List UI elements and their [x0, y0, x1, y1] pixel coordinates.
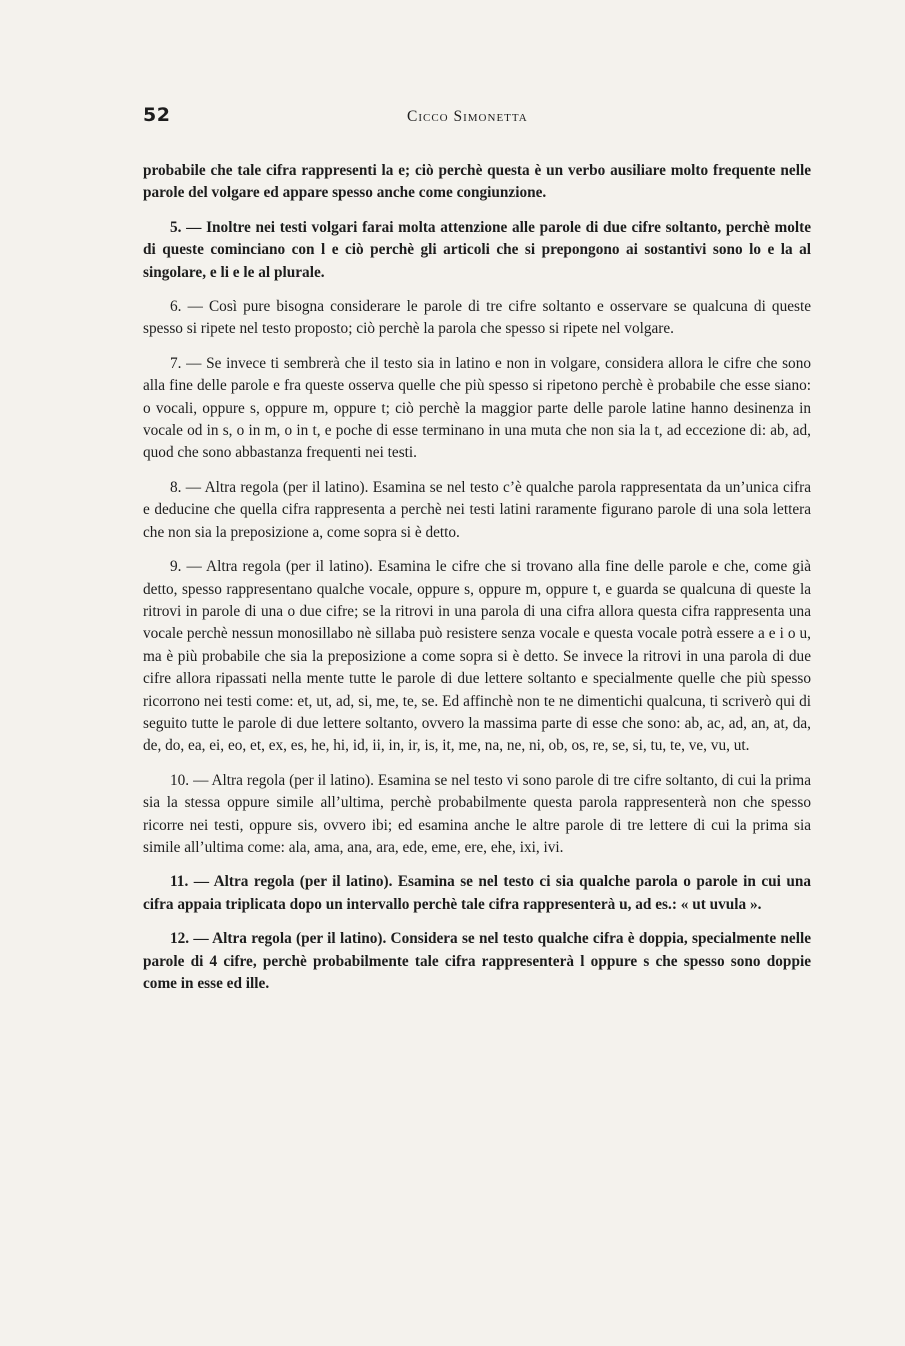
- paragraph-continuation: probabile che tale cifra rappresenti la e; ciò perchè questa è un verbo ausiliare molto frequente nelle parole del volgare ed appare spesso anche come congiunzione.: [143, 162, 811, 202]
- paragraph-rule-6: 6. — Così pure bisogna considerare le parole di tre cifre soltanto e osservare se qualcuna di queste spesso si ripete nel testo proposto; ciò perchè la parola che spesso si ripete nel volgare.: [143, 298, 811, 338]
- running-title: Cicco Simonetta: [407, 108, 528, 125]
- paragraph-rule-11: 11. — Altra regola (per il latino). Esamina se nel testo ci sia qualche parola o parole in cui una cifra appaia triplicata dopo un intervallo perchè tale cifra rappresenterà u, ad es.: « ut uvula ».: [143, 873, 811, 913]
- paragraph-rule-9: 9. — Altra regola (per il latino). Esamina le cifre che si trovano alla fine delle parole e che, come già detto, spesso rappresentano qualche vocale, oppure s, oppure m, oppure t, e guarda se qualcuna di queste la ritrovi in parole di una o due cifre; se la ritrovi in una parola di una cifra allora questa cifra rappresenta una vocale perchè nessun monosillabo nè sillaba può resistere senza vocale e questa vocale potrà essere a e i o u, ma è più probabile che sia la preposizione a come sopra si è detto. Se invece la ritrovi in una parola di due cifre allora ripassati nella mente tutte le parole di due lettere soltanto e specialmente quelle che più spesso ricorrono nei testi come: et, ut, ad, si, me, te, se. Ed affinchè non te ne dimentichi qualcuna, ti scriverò qui di seguito tutte le parole di due lettere soltanto, ovvero la massima parte di esse che sono: ab, ac, ad, an, at, da, de, do, ea, ei, eo, et, ex, es, he, hi, id, ii, in, ir, is, it, me, na, ne, ni, ob, os, re, se, si, tu, te, ve, vu, ut.: [143, 558, 811, 755]
- paragraph-rule-7: 7. — Se invece ti sembrerà che il testo sia in latino e non in volgare, considera allora le cifre che sono alla fine delle parole e fra queste osserva quelle che più spesso si ripetono perchè è probabile che esse siano: o vocali, oppure s, oppure m, oppure t; ciò perchè la maggior parte delle parole latine hanno desinenza in vocale od in s, o in m, o in t, e poche di esse terminano in una muta che non sia la t, ad eccezione di: ab, ad, quod che sono abbastanza frequenti nei testi.: [143, 354, 811, 462]
- paragraph-rule-8: 8. — Altra regola (per il latino). Esamina se nel testo c’è qualche parola rappresentata da un’unica cifra e deducine che quella cifra rappresenta a perchè nei testi latini raramente figurano parole di una sola lettera che non sia la preposizione a, come sopra si è detto.: [143, 478, 811, 541]
- page-header: [143, 104, 811, 134]
- paragraph-rule-5: 5. — Inoltre nei testi volgari farai molta attenzione alle parole di due cifre soltanto, perchè molte di queste cominciano con l e ciò perchè gli articoli che si prepongono ai sostantivi sono lo e la al singolare, e li e le al plurale.: [143, 218, 811, 281]
- body-text: [143, 160, 811, 1007]
- paragraph-rule-10: 10. — Altra regola (per il latino). Esamina se nel testo vi sono parole di tre cifre soltanto, di cui la prima sia la stessa oppure simile all’ultima, perchè probabilmente questa parola rappresenterà non che spesso ricorre nei testi, oppure sis, ovvero ibi; ed esamina anche le altre parole di tre lettere di cui la prima sia simile all’ultima come: ala, ama, ana, ara, ede, eme, ere, ehe, ixi, ivi.: [143, 771, 811, 856]
- page-number: 52: [143, 104, 171, 126]
- paragraph-rule-12: 12. — Altra regola (per il latino). Considera se nel testo qualche cifra è doppia, specialmente nelle parole di 4 cifre, perchè probabilmente tale cifra rappresenterà l oppure s che spesso sono doppie come in esse ed ille.: [143, 930, 811, 992]
